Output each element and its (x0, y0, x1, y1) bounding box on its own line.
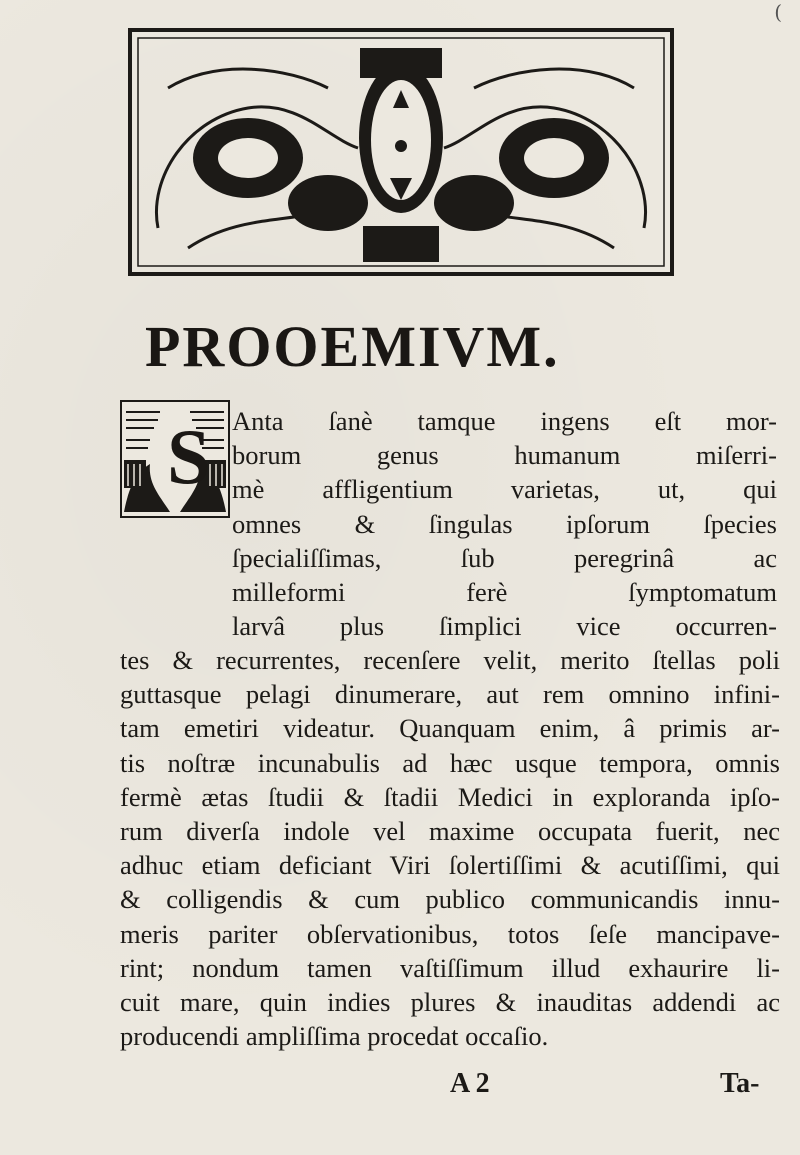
text-line: tis noſtræ incunabulis ad hæc usque tempora, omnis (120, 747, 780, 778)
text-line: & colligendis & cum publico communicandis innu- (120, 884, 780, 915)
text-line: borum genus humanum miſerri- (232, 440, 777, 471)
text-line: tam emetiri videatur. Quanquam enim, â primis ar- (120, 713, 780, 744)
paragraph-full (120, 643, 780, 1053)
text-line: Anta ſanè tamque ingens eſt mor- (232, 406, 777, 436)
page-title: PROOEMIVM. (145, 314, 560, 379)
text-line: fermè ætas ſtudii & ſtadii Medici in exploranda ipſo- (120, 781, 780, 812)
text-line: guttasque pelagi dinumerare, aut rem omnino infini- (120, 679, 780, 710)
text-line: rint; nondum tamen vaſtiſſimum illud exhaurire li- (120, 952, 780, 983)
text-line: ſpecialiſſimas, ſub peregrinâ ac (232, 542, 777, 573)
text-line: milleformi ferè ſymptomatum (232, 576, 777, 607)
text-line: cuit mare, quin indies plures & inauditas addendi ac (120, 986, 780, 1017)
paragraph-indented (232, 404, 777, 643)
catchword: Ta- (720, 1068, 760, 1099)
signature-mark: A 2 (450, 1068, 490, 1099)
headpiece-ornament-icon (128, 28, 674, 276)
initial-letter: S (167, 413, 211, 500)
text-line: omnes & ſingulas ipſorum ſpecies (232, 508, 777, 539)
text-line: meris pariter obſervationibus, totos ſeſe mancipave- (120, 918, 780, 949)
text-line: mè affligentium varietas, ut, qui (232, 474, 777, 505)
text-line: adhuc etiam deficiant Viri ſolertiſſimi & acutiſſimi, qui (120, 850, 780, 881)
text-line: tes & recurrentes, recenſere velit, merito ſtellas poli (120, 645, 780, 675)
text-line: larvâ plus ſimplici vice occurren- (232, 611, 777, 642)
text-line: rum diverſa indole vel maxime occupata fuerit, nec (120, 815, 780, 846)
text-line: producendi ampliſſima procedat occaſio. (120, 1021, 549, 1052)
corner-mark: ( (774, 0, 782, 24)
